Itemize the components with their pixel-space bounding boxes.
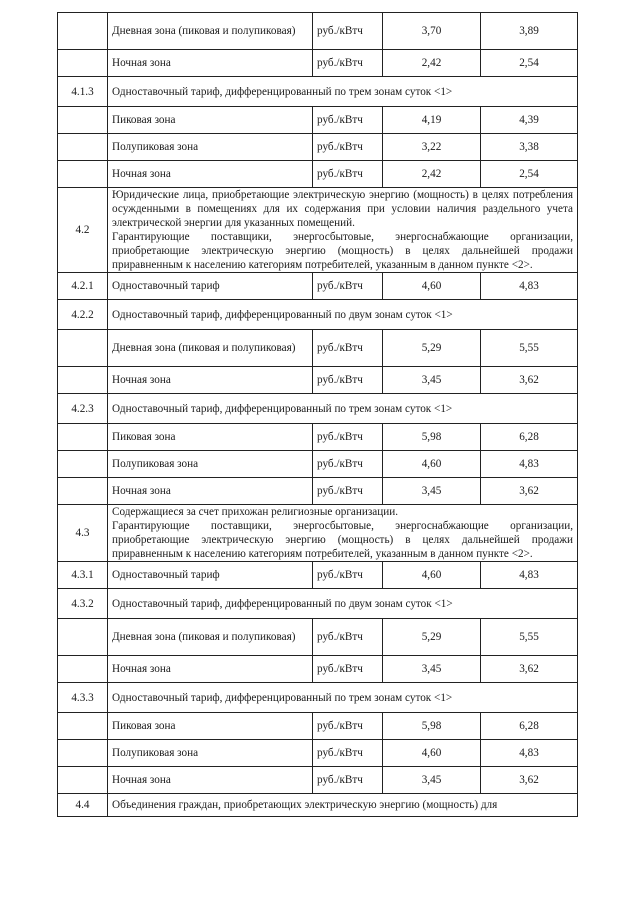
tariff-value-2-cell: 5,55 bbox=[481, 330, 578, 367]
table-row bbox=[58, 562, 578, 589]
table-row bbox=[58, 330, 578, 367]
tariff-value-2-cell: 2,54 bbox=[481, 161, 578, 188]
section-description-cell bbox=[108, 188, 578, 273]
unit-cell: руб./кВтч bbox=[313, 50, 383, 77]
zone-name-cell: Ночная зона bbox=[108, 367, 313, 394]
tariff-value-2-cell: 3,62 bbox=[481, 656, 578, 683]
tariff-value-1-cell: 3,45 bbox=[383, 767, 481, 794]
tariff-table bbox=[57, 12, 578, 817]
tariff-group-header-cell: Одноставочный тариф, дифференцированный по двум зонам суток <1> bbox=[108, 589, 578, 619]
tariff-value-1-cell: 3,70 bbox=[383, 13, 481, 50]
tariff-value-1-cell: 4,60 bbox=[383, 740, 481, 767]
tariff-value-2-cell: 3,38 bbox=[481, 134, 578, 161]
unit-cell: руб./кВтч bbox=[313, 451, 383, 478]
item-number-cell bbox=[58, 619, 108, 656]
table-row bbox=[58, 619, 578, 656]
zone-name-cell: Дневная зона (пиковая и полупиковая) bbox=[108, 330, 313, 367]
tariff-value-2-cell: 4,83 bbox=[481, 451, 578, 478]
unit-cell: руб./кВтч bbox=[313, 656, 383, 683]
table-row bbox=[58, 794, 578, 817]
section-paragraph: Юридические лица, приобретающие электрическую энергию (мощность) в целях потребления осужденными в помещениях для их содержания при условии наличия раздельного учета электрической энергии для указанных помещений. bbox=[112, 189, 573, 229]
tariff-value-1-cell: 3,22 bbox=[383, 134, 481, 161]
table-row bbox=[58, 188, 578, 273]
tariff-value-1-cell: 2,42 bbox=[383, 50, 481, 77]
tariff-value-1-cell: 5,98 bbox=[383, 424, 481, 451]
table-row bbox=[58, 478, 578, 505]
tariff-value-2-cell: 3,62 bbox=[481, 767, 578, 794]
item-number-cell: 4.3.1 bbox=[58, 562, 108, 589]
unit-cell: руб./кВтч bbox=[313, 478, 383, 505]
tariff-value-1-cell: 4,60 bbox=[383, 451, 481, 478]
item-number-cell bbox=[58, 330, 108, 367]
table-row bbox=[58, 107, 578, 134]
tariff-group-header-cell: Одноставочный тариф, дифференцированный по трем зонам суток <1> bbox=[108, 683, 578, 713]
zone-name-cell: Пиковая зона bbox=[108, 107, 313, 134]
table-row bbox=[58, 505, 578, 562]
table-row bbox=[58, 13, 578, 50]
item-number-cell bbox=[58, 107, 108, 134]
unit-cell: руб./кВтч bbox=[313, 619, 383, 656]
unit-cell: руб./кВтч bbox=[313, 134, 383, 161]
item-number-cell bbox=[58, 134, 108, 161]
zone-name-cell: Дневная зона (пиковая и полупиковая) bbox=[108, 619, 313, 656]
tariff-value-2-cell: 3,62 bbox=[481, 478, 578, 505]
zone-name-cell: Полупиковая зона bbox=[108, 134, 313, 161]
item-number-cell: 4.2.3 bbox=[58, 394, 108, 424]
section-paragraph: Содержащиеся за счет прихожан религиозные организации. bbox=[112, 506, 399, 518]
item-number-cell: 4.3.2 bbox=[58, 589, 108, 619]
item-number-cell bbox=[58, 161, 108, 188]
item-number-cell bbox=[58, 451, 108, 478]
tariff-value-1-cell: 3,45 bbox=[383, 478, 481, 505]
tariff-value-1-cell: 5,29 bbox=[383, 330, 481, 367]
tariff-value-2-cell: 4,39 bbox=[481, 107, 578, 134]
table-row bbox=[58, 589, 578, 619]
tariff-value-2-cell: 4,83 bbox=[481, 740, 578, 767]
table-row bbox=[58, 134, 578, 161]
table-row bbox=[58, 394, 578, 424]
table-row bbox=[58, 451, 578, 478]
tariff-value-2-cell: 5,55 bbox=[481, 619, 578, 656]
table-row bbox=[58, 77, 578, 107]
tariff-value-1-cell: 5,98 bbox=[383, 713, 481, 740]
unit-cell: руб./кВтч bbox=[313, 330, 383, 367]
section-description-cell: Объединения граждан, приобретающих электрическую энергию (мощность) для bbox=[108, 794, 578, 817]
item-number-cell bbox=[58, 740, 108, 767]
item-number-cell bbox=[58, 478, 108, 505]
unit-cell: руб./кВтч bbox=[313, 740, 383, 767]
zone-name-cell: Дневная зона (пиковая и полупиковая) bbox=[108, 13, 313, 50]
item-number-cell: 4.2.1 bbox=[58, 273, 108, 300]
unit-cell: руб./кВтч bbox=[313, 273, 383, 300]
zone-name-cell: Пиковая зона bbox=[108, 424, 313, 451]
section-paragraph: Гарантирующие поставщики, энергосбытовые, энергоснабжающие организации, приобретающие электрическую энергию (мощность) в целях дальнейшей продажи приравненным к населению категориям потребителей, указанным в данном пункте <2>. bbox=[112, 231, 573, 271]
tariff-value-1-cell: 4,19 bbox=[383, 107, 481, 134]
table-row bbox=[58, 161, 578, 188]
tariff-value-1-cell: 4,60 bbox=[383, 562, 481, 589]
table-row bbox=[58, 273, 578, 300]
tariff-value-2-cell: 4,83 bbox=[481, 273, 578, 300]
tariff-value-2-cell: 3,62 bbox=[481, 367, 578, 394]
table-row bbox=[58, 656, 578, 683]
tariff-name-cell: Одноставочный тариф bbox=[108, 562, 313, 589]
unit-cell: руб./кВтч bbox=[313, 161, 383, 188]
unit-cell: руб./кВтч bbox=[313, 13, 383, 50]
tariff-value-1-cell: 4,60 bbox=[383, 273, 481, 300]
zone-name-cell: Пиковая зона bbox=[108, 713, 313, 740]
item-number-cell bbox=[58, 367, 108, 394]
table-row bbox=[58, 300, 578, 330]
table-row bbox=[58, 767, 578, 794]
zone-name-cell: Ночная зона bbox=[108, 50, 313, 77]
unit-cell: руб./кВтч bbox=[313, 713, 383, 740]
tariff-group-header-cell: Одноставочный тариф, дифференцированный по трем зонам суток <1> bbox=[108, 77, 578, 107]
tariff-value-2-cell: 2,54 bbox=[481, 50, 578, 77]
tariff-value-1-cell: 3,45 bbox=[383, 367, 481, 394]
unit-cell: руб./кВтч bbox=[313, 767, 383, 794]
section-number-cell: 4.4 bbox=[58, 794, 108, 817]
unit-cell: руб./кВтч bbox=[313, 367, 383, 394]
table-row bbox=[58, 683, 578, 713]
zone-name-cell: Полупиковая зона bbox=[108, 740, 313, 767]
item-number-cell bbox=[58, 424, 108, 451]
tariff-value-1-cell: 3,45 bbox=[383, 656, 481, 683]
tariff-value-1-cell: 2,42 bbox=[383, 161, 481, 188]
section-number-cell: 4.2 bbox=[58, 188, 108, 273]
tariff-value-2-cell: 4,83 bbox=[481, 562, 578, 589]
tariff-value-1-cell: 5,29 bbox=[383, 619, 481, 656]
tariff-group-header-cell: Одноставочный тариф, дифференцированный по трем зонам суток <1> bbox=[108, 394, 578, 424]
table-row bbox=[58, 740, 578, 767]
item-number-cell bbox=[58, 50, 108, 77]
tariff-value-2-cell: 6,28 bbox=[481, 713, 578, 740]
tariff-value-2-cell: 6,28 bbox=[481, 424, 578, 451]
item-number-cell bbox=[58, 13, 108, 50]
item-number-cell bbox=[58, 656, 108, 683]
zone-name-cell: Ночная зона bbox=[108, 478, 313, 505]
item-number-cell: 4.2.2 bbox=[58, 300, 108, 330]
unit-cell: руб./кВтч bbox=[313, 562, 383, 589]
section-number-cell: 4.3 bbox=[58, 505, 108, 562]
table-row bbox=[58, 50, 578, 77]
table-row bbox=[58, 713, 578, 740]
table-row bbox=[58, 367, 578, 394]
item-number-cell: 4.3.3 bbox=[58, 683, 108, 713]
tariff-name-cell: Одноставочный тариф bbox=[108, 273, 313, 300]
unit-cell: руб./кВтч bbox=[313, 107, 383, 134]
zone-name-cell: Ночная зона bbox=[108, 161, 313, 188]
zone-name-cell: Ночная зона bbox=[108, 767, 313, 794]
item-number-cell: 4.1.3 bbox=[58, 77, 108, 107]
tariff-table-body bbox=[58, 13, 578, 817]
item-number-cell bbox=[58, 713, 108, 740]
zone-name-cell: Ночная зона bbox=[108, 656, 313, 683]
tariff-value-2-cell: 3,89 bbox=[481, 13, 578, 50]
section-paragraph: Гарантирующие поставщики, энергосбытовые, энергоснабжающие организации, приобретающие электрическую энергию (мощность) в целях дальнейшей продажи приравненным к населению категориям потребителей, указанным в данном пункте <2>. bbox=[112, 520, 573, 560]
unit-cell: руб./кВтч bbox=[313, 424, 383, 451]
tariff-group-header-cell: Одноставочный тариф, дифференцированный по двум зонам суток <1> bbox=[108, 300, 578, 330]
section-description-cell bbox=[108, 505, 578, 562]
item-number-cell bbox=[58, 767, 108, 794]
table-row bbox=[58, 424, 578, 451]
zone-name-cell: Полупиковая зона bbox=[108, 451, 313, 478]
